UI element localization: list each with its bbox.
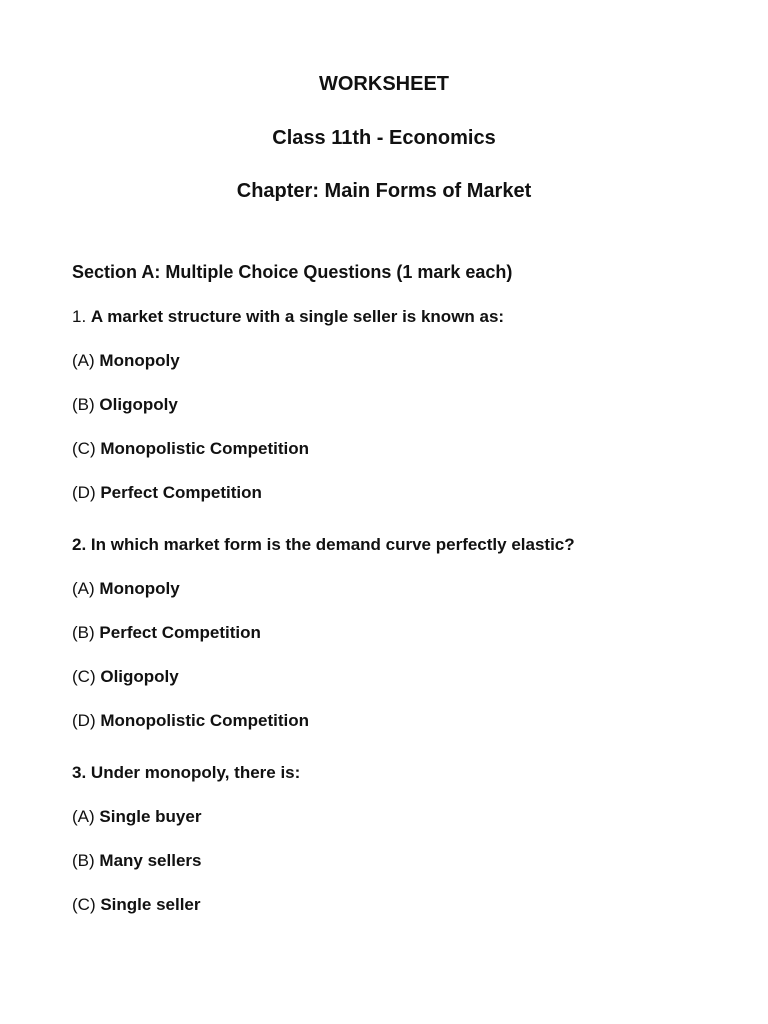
question-3-option-b: [72, 850, 201, 872]
option-letter: (C): [72, 439, 96, 458]
question-1-option-d: [72, 482, 262, 504]
option-text: Oligopoly: [100, 667, 179, 686]
option-text: Perfect Competition: [99, 623, 261, 642]
question-number: 1.: [72, 307, 87, 326]
option-text: Single buyer: [99, 807, 202, 826]
option-letter: (D): [72, 483, 96, 502]
question-number: 3.: [72, 763, 87, 782]
question-1-option-a: [72, 350, 180, 372]
question-text: In which market form is the demand curve perfectly elastic?: [90, 535, 575, 554]
option-text: Oligopoly: [99, 395, 178, 414]
question-text: Under monopoly, there is:: [90, 763, 301, 782]
question-1: [72, 306, 504, 328]
question-2-option-b: [72, 622, 261, 644]
class-subtitle: Class 11th - Economics: [272, 127, 496, 149]
option-letter: (A): [72, 351, 95, 370]
option-letter: (A): [72, 579, 95, 598]
option-text: Perfect Competition: [100, 483, 262, 502]
worksheet-title: WORKSHEET: [319, 73, 449, 95]
option-letter: (D): [72, 711, 96, 730]
question-1-option-c: [72, 438, 309, 460]
option-letter: (B): [72, 851, 95, 870]
option-text: Single seller: [100, 895, 201, 914]
question-2: [72, 534, 575, 556]
option-text: Many sellers: [99, 851, 202, 870]
question-2-option-a: [72, 578, 180, 600]
option-text: Monopolistic Competition: [100, 711, 310, 730]
question-text: A market structure with a single seller is known as:: [90, 307, 505, 326]
option-letter: (B): [72, 623, 95, 642]
option-text: Monopoly: [99, 351, 180, 370]
question-number: 2.: [72, 535, 87, 554]
question-2-option-d: [72, 710, 309, 732]
section-a-heading: Section A: Multiple Choice Questions (1 mark each): [72, 262, 513, 282]
question-1-option-b: [72, 394, 178, 416]
option-text: Monopoly: [99, 579, 180, 598]
option-letter: (C): [72, 895, 96, 914]
chapter-title: Chapter: Main Forms of Market: [236, 180, 532, 202]
option-letter: (B): [72, 395, 95, 414]
question-3-option-a: [72, 806, 201, 828]
option-text: Monopolistic Competition: [100, 439, 310, 458]
question-3: [72, 762, 300, 784]
question-2-option-c: [72, 666, 179, 688]
question-3-option-c: [72, 894, 201, 916]
option-letter: (A): [72, 807, 95, 826]
option-letter: (C): [72, 667, 96, 686]
